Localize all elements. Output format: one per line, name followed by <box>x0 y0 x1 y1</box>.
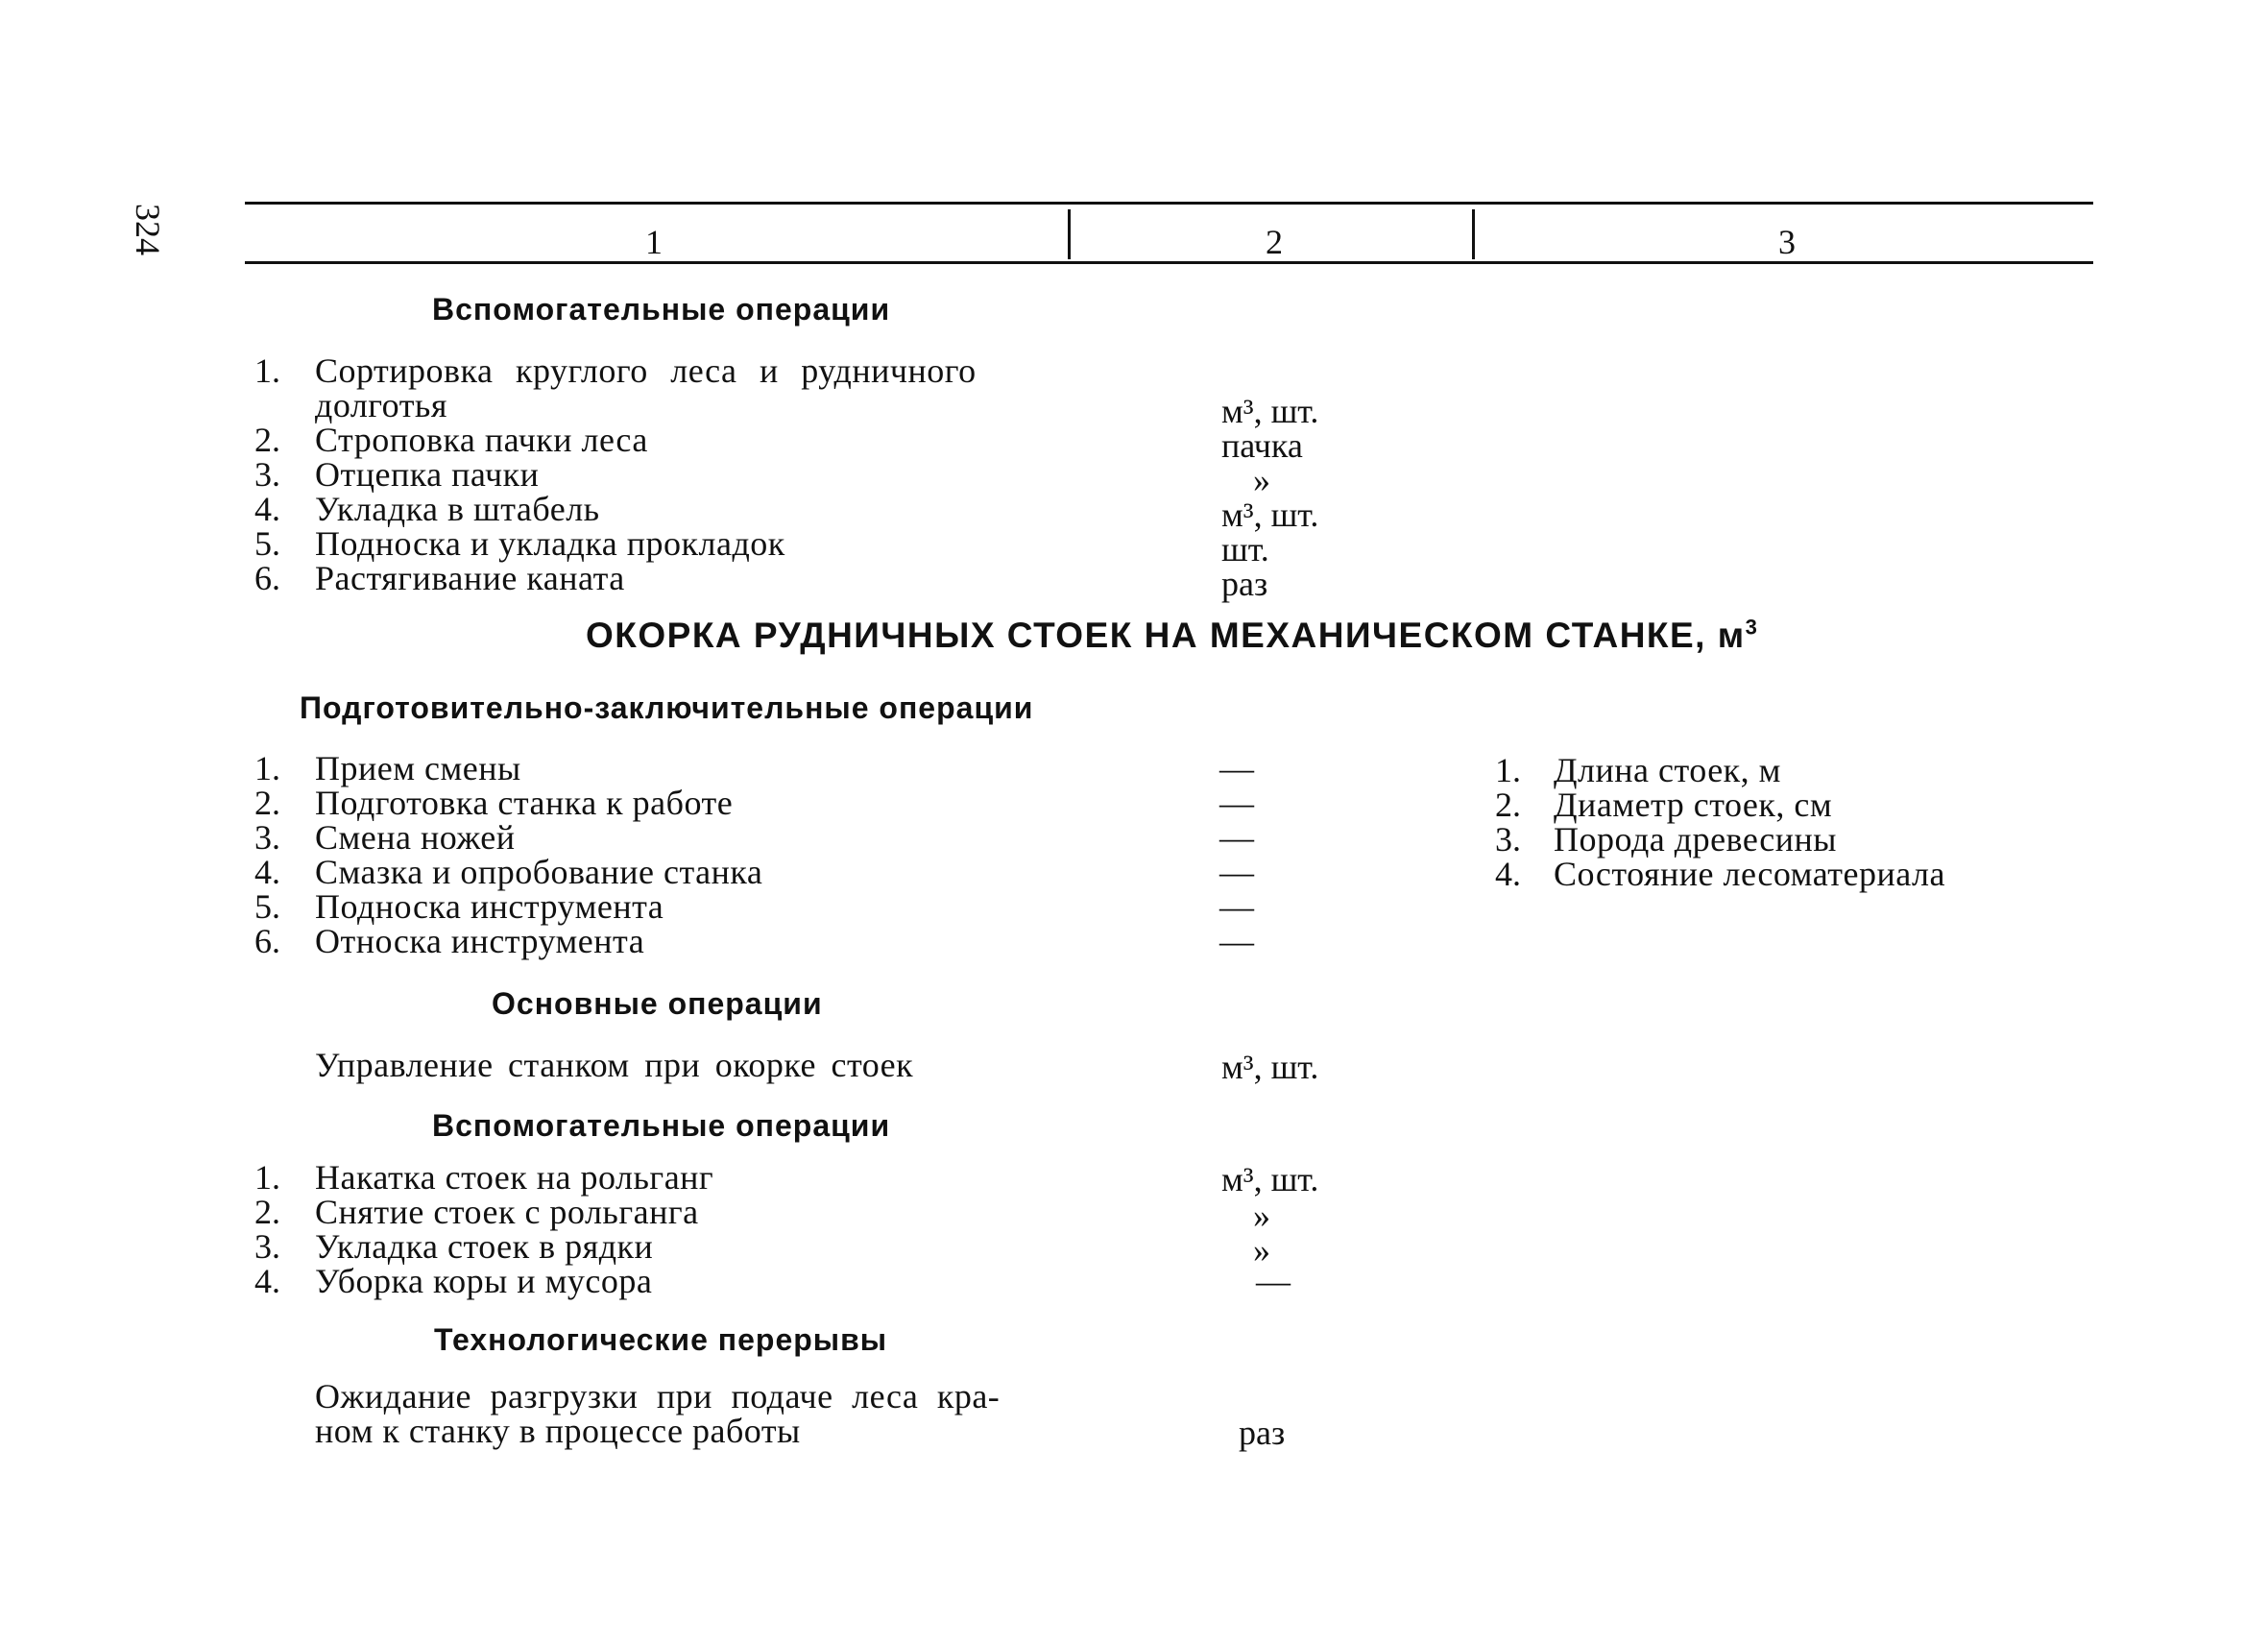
main-ops-unit: м³, шт. <box>1221 1048 1319 1086</box>
aux1-item-2-unit: пачка <box>1221 426 1303 465</box>
header-col2: 2 <box>1266 223 1283 261</box>
prep-item-4-num: 4. <box>254 853 280 891</box>
factor-4-num: 4. <box>1495 855 1521 893</box>
aux1-item-6-num: 6. <box>254 559 280 597</box>
aux2-item-2-text: Снятие стоек с рольганга <box>315 1193 699 1231</box>
factor-3-num: 3. <box>1495 820 1521 859</box>
aux1-item-5-num: 5. <box>254 524 280 563</box>
main-ops-text: Управление станком при окорке стоек <box>315 1046 914 1084</box>
prep-item-6-unit: — <box>1219 922 1254 960</box>
aux1-item-3-num: 3. <box>254 455 280 494</box>
aux2-item-1-text: Накатка стоек на рольганг <box>315 1158 714 1197</box>
header-col1: 1 <box>645 223 663 261</box>
prep-item-5-num: 5. <box>254 887 280 926</box>
aux2-item-4-text: Уборка коры и мусора <box>315 1262 653 1300</box>
breaks-heading: Технологические перерывы <box>434 1322 888 1357</box>
aux1-item-3-text: Отцепка пачки <box>315 455 540 494</box>
prep-item-2-text: Подготовка станка к работе <box>315 784 734 822</box>
factor-1-text: Длина стоек, м <box>1554 751 1781 789</box>
aux2-item-4-num: 4. <box>254 1262 280 1300</box>
factor-3-text: Порода древесины <box>1554 820 1837 859</box>
aux1-item-4-unit: м³, шт. <box>1221 496 1319 534</box>
aux2-item-2-unit: » <box>1253 1197 1270 1235</box>
aux1-item-3-unit: » <box>1253 461 1270 499</box>
factor-2-num: 2. <box>1495 786 1521 824</box>
aux1-item-1-unit: м³, шт. <box>1221 392 1319 430</box>
aux2-item-1-num: 1. <box>254 1158 280 1197</box>
header-divider-2 <box>1472 209 1475 259</box>
aux2-item-3-unit: » <box>1253 1231 1270 1270</box>
aux2-item-1-unit: м³, шт. <box>1221 1160 1319 1198</box>
aux1-item-1-line2: долготья <box>315 386 447 424</box>
aux1-heading: Вспомогательные операции <box>432 292 891 327</box>
prep-item-1-unit: — <box>1219 749 1254 787</box>
main-title: ОКОРКА РУДНИЧНЫХ СТОЕК НА МЕХАНИЧЕСКОМ СТАНКЕ, $м^3$ <box>586 615 1759 655</box>
prep-item-6-text: Относка инструмента <box>315 922 645 960</box>
prep-item-4-text: Смазка и опробование станка <box>315 853 763 891</box>
aux2-item-2-num: 2. <box>254 1193 280 1231</box>
prep-item-3-num: 3. <box>254 818 280 857</box>
prep-item-6-num: 6. <box>254 922 280 960</box>
aux1-item-2-num: 2. <box>254 421 280 459</box>
aux1-item-6-unit: раз <box>1221 565 1268 603</box>
main-ops-heading: Основные операции <box>492 986 823 1021</box>
prep-item-1-text: Прием смены <box>315 749 521 787</box>
prep-item-2-num: 2. <box>254 784 280 822</box>
aux1-item-1-num: 1. <box>254 351 280 390</box>
factor-4-text: Состояние лесоматериала <box>1554 855 1945 893</box>
header-col3: 3 <box>1778 223 1796 261</box>
aux1-item-5-unit: шт. <box>1221 530 1269 568</box>
aux1-item-6-text: Растягивание каната <box>315 559 625 597</box>
prep-item-5-unit: — <box>1219 887 1254 926</box>
factor-1-num: 1. <box>1495 751 1521 789</box>
prep-heading: Подготовительно-заключительные операции <box>300 690 1034 725</box>
factor-2-text: Диаметр стоек, см <box>1554 786 1833 824</box>
aux1-item-1-line1: Сортировка круглого леса и рудничного <box>315 351 977 390</box>
prep-item-3-text: Смена ножей <box>315 818 516 857</box>
page-number: 324 <box>129 204 167 255</box>
aux2-heading: Вспомогательные операции <box>432 1108 891 1143</box>
breaks-line-1: Ожидание разгрузки при подаче леса кра- <box>315 1377 1001 1415</box>
breaks-line-2: ном к станку в процессе работы <box>315 1412 801 1450</box>
aux1-item-5-text: Подноска и укладка прокладок <box>315 524 785 563</box>
header-top-rule <box>245 202 2093 205</box>
aux1-item-4-num: 4. <box>254 490 280 528</box>
prep-item-2-unit: — <box>1219 784 1254 822</box>
prep-item-4-unit: — <box>1219 853 1254 891</box>
aux2-item-3-text: Укладка стоек в рядки <box>315 1227 654 1266</box>
prep-item-3-unit: — <box>1219 818 1254 857</box>
aux1-item-2-text: Строповка пачки леса <box>315 421 648 459</box>
aux2-item-4-unit: — <box>1256 1262 1291 1300</box>
aux1-item-4-text: Укладка в штабель <box>315 490 600 528</box>
prep-item-5-text: Подноска инструмента <box>315 887 664 926</box>
prep-item-1-num: 1. <box>254 749 280 787</box>
header-divider-1 <box>1068 209 1071 259</box>
aux2-item-3-num: 3. <box>254 1227 280 1266</box>
breaks-unit: раз <box>1239 1414 1286 1452</box>
header-bottom-rule <box>245 261 2093 264</box>
